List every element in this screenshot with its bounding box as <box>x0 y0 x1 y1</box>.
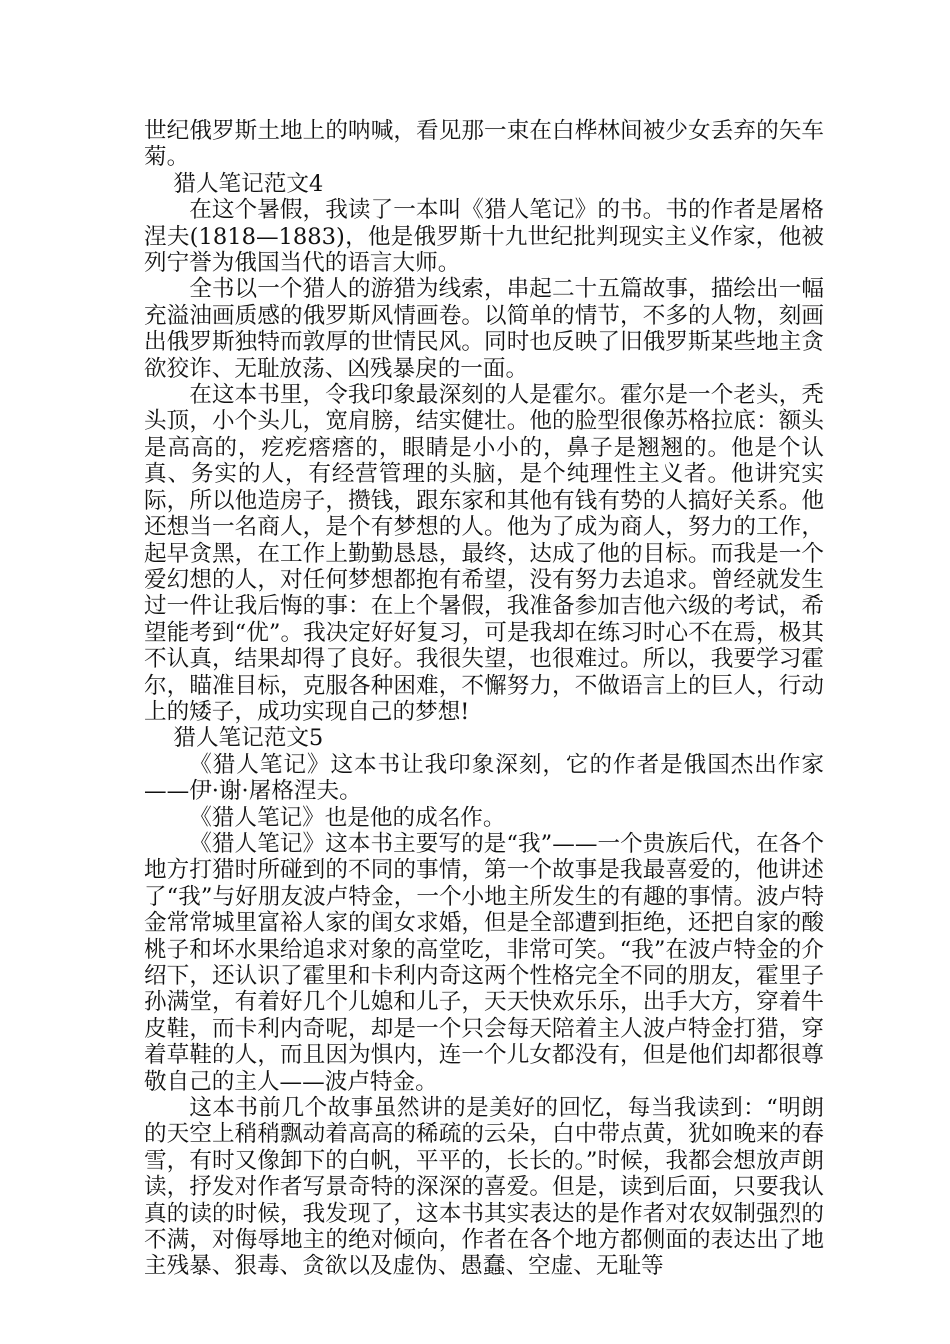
paragraph: 在这个暑假，我读了一本叫《猎人笔记》的书。书的作者是屠格涅夫(1818—1883)，他是俄罗斯十九世纪批判现实主义作家，他被列宁誉为俄国当代的语言大师。 <box>144 197 824 277</box>
paragraph: 《猎人笔记》这本书让我印象深刻，它的作者是俄国杰出作家——伊·谢·屠格涅夫。 <box>144 751 824 805</box>
paragraph: 在这本书里，令我印象最深刻的人是霍尔。霍尔是一个老头，秃头顶，小个头儿，宽肩膀，结实健壮。他的脸型很像苏格拉底：额头是高高的，疙疙瘩瘩的，眼睛是小小的，鼻子是翘翘的。他是个认真、务实的人，有经营管理的头脑，是个纯理性主义者。他讲究实际，所以他造房子，攒钱，跟东家和其他有钱有势的人搞好关系。他还想当一名商人，是个有梦想的人。他为了成为商人，努力的工作，起早贪黑，在工作上勤勤恳恳，最终，达成了他的目标。而我是一个爱幻想的人，对任何梦想都抱有希望，没有努力去追求。曾经就发生过一件让我后悔的事：在上个暑假，我准备参加吉他六级的考试，希望能考到“优”。我决定好好复习，可是我却在练习时心不在焉，极其不认真，结果却得了良好。我很失望，也很难过。所以，我要学习霍尔，瞄准目标，克服各种困难，不懈努力，不做语言上的巨人，行动上的矮子，成功实现自己的梦想! <box>144 382 824 725</box>
paragraph: 《猎人笔记》也是他的成名作。 <box>189 804 506 831</box>
section-heading-4: 猎人笔记范文4 <box>173 170 324 197</box>
section-heading-5: 猎人笔记范文5 <box>173 725 324 752</box>
paragraph: 全书以一个猎人的游猎为线索，串起二十五篇故事，描绘出一幅充溢油画质感的俄罗斯风情画卷。以简单的情节，不多的人物，刻画出俄罗斯独特而敦厚的世情民风。同时也反映了旧俄罗斯某些地主贪欲狡诈、无耻放荡、凶残暴戾的一面。 <box>144 276 824 382</box>
paragraph: 《猎人笔记》这本书主要写的是“我”——一个贵族后代，在各个地方打猎时所碰到的不同的事情，第一个故事是我最喜爱的，他讲述了“我”与好朋友波卢特金，一个小地主所发生的有趣的事情。波卢特金常常城里富裕人家的闺女求婚，但是全部遭到拒绝，还把自家的酸桃子和坏水果给追求对象的高堂吃，非常可笑。“我”在波卢特金的介绍下，还认识了霍里和卡利内奇这两个性格完全不同的朋友，霍里子孙满堂，有着好几个儿媳和儿子，天天快欢乐乐，出手大方，穿着牛皮鞋，而卡利内奇呢，却是一个只会每天陪着主人波卢特金打猎，穿着草鞋的人，而且因为惧内，连一个儿女都没有，但是他们却都很尊敬自己的主人——波卢特金。 <box>144 830 824 1095</box>
paragraph: 这本书前几个故事虽然讲的是美好的回忆，每当我读到：“明朗的天空上稍稍飘动着高高的稀疏的云朵，白中带点黄，犹如晚来的春雪，有时又像卸下的白帆，平平的，长长的。”时候，我都会想放声朗读，抒发对作者写景奇特的深深的喜爱。但是，读到后面，只要我认真的读的时候，我发现了，这本书其实表达的是作者对农奴制强烈的不满，对侮辱地主的绝对倾向，作者在各个地方都侧面的表达出了地主残暴、狠毒、贪欲以及虚伪、愚蠢、空虚、无耻等 <box>144 1095 824 1280</box>
document-page <box>144 118 824 1280</box>
paragraph-continuation: 世纪俄罗斯土地上的呐喊，看见那一束在白桦林间被少女丢弃的矢车菊。 <box>144 118 824 171</box>
